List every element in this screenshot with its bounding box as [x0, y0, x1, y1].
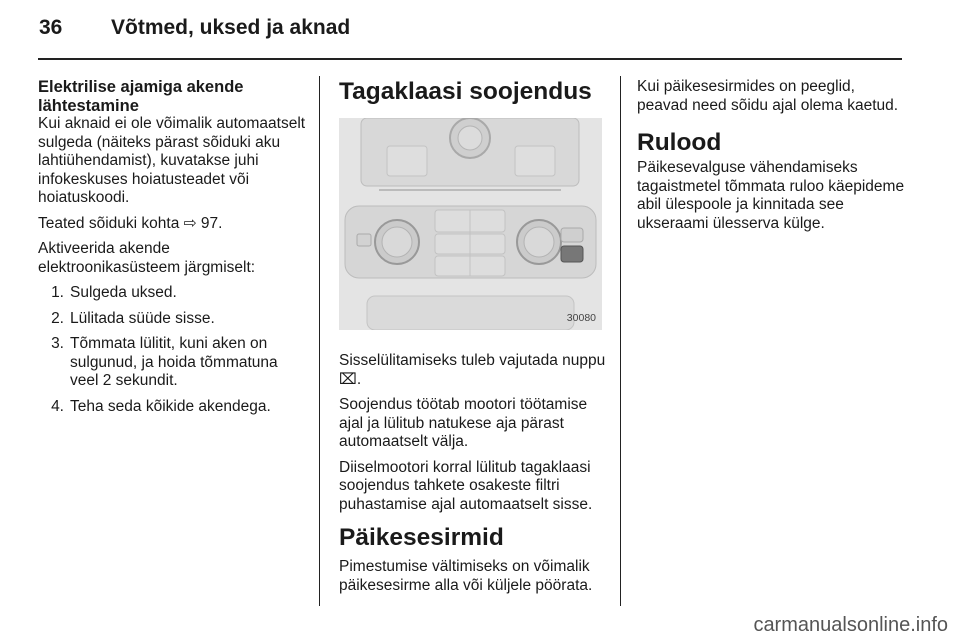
blinds-heading: Rulood: [637, 129, 722, 156]
defrost-auto-off-text: Soojendus töötab mootori töötamise ajal ja lülitub natukese aja pärast automaatselt välja.: [339, 396, 588, 450]
watermark: carmanualsonline.info: [753, 614, 948, 636]
climate-panel-figure: [339, 118, 602, 330]
step-number: 3.: [51, 335, 64, 352]
header-rule: [38, 58, 902, 60]
window-reset-heading: Elektrilise ajamiga akende lähtestamine: [38, 78, 244, 115]
column-divider-2: [620, 76, 621, 606]
blinds-text: Päikesevalguse vähendamiseks tagaistmetel tõmmata ruloo käepideme abil ülespoole ja kinnitada see ukseraami ülesserva külge.: [637, 159, 905, 232]
step-text: Teha seda kõikide akendega.: [70, 397, 271, 415]
activation-steps: [38, 284, 310, 416]
visor-mirror-text: Kui päikesesirmides on peeglid, peavad need sõidu ajal olema kaetud.: [637, 78, 899, 114]
list-item: [38, 398, 310, 417]
step-text: Sulgeda uksed.: [70, 284, 177, 301]
column-2: [339, 78, 609, 602]
defrost-diesel-text: Diiselmootori korral lülitub tagaklaasi soojendus tahkete osakeste filtri puhastamise ajal automaatselt sisse.: [339, 458, 593, 513]
column-divider-1: [319, 76, 320, 606]
page-number: 36: [39, 16, 63, 39]
figure-id: 30080: [566, 311, 596, 324]
climate-panel-illustration: [339, 118, 602, 330]
column-3: [637, 78, 905, 240]
list-item: [38, 284, 310, 303]
step-number: 4.: [51, 397, 64, 415]
sun-visors-heading: Päikesesirmid: [339, 524, 504, 551]
step-number: 2.: [51, 309, 64, 327]
list-item: [38, 310, 310, 329]
defrost-activation-text: Sisselülitamiseks tuleb vajutada nuppu ⌧.: [339, 352, 606, 388]
sun-visors-text: Pimestumise vältimiseks on võimalik päikesesirme alla või küljele pöörata.: [339, 558, 593, 594]
column-1: [38, 78, 310, 423]
step-text: Lülitada süüde sisse.: [70, 309, 215, 327]
activation-intro: Aktiveerida akende elektroonikasüsteem järgmiselt:: [38, 240, 256, 276]
vehicle-messages-ref: Teated sõiduki kohta ⇨ 97.: [38, 214, 223, 232]
list-item: [38, 335, 310, 391]
chapter-title: Võtmed, uksed ja aknad: [111, 16, 351, 39]
rear-defrost-heading: Tagaklaasi soojendus: [339, 78, 592, 105]
step-number: 1.: [51, 284, 64, 301]
window-reset-intro: Kui aknaid ei ole võimalik automaatselt sulgeda (näiteks pärast sõiduki aku lahtiühendamist), kuvatakse juhi infokeskuses hoiatusteadet või hoiatuskoodi.: [38, 115, 306, 206]
step-text: Tõmmata lülitit, kuni aken on sulgunud, ja hoida tõmmatuna veel 2 sekundit.: [70, 335, 278, 389]
